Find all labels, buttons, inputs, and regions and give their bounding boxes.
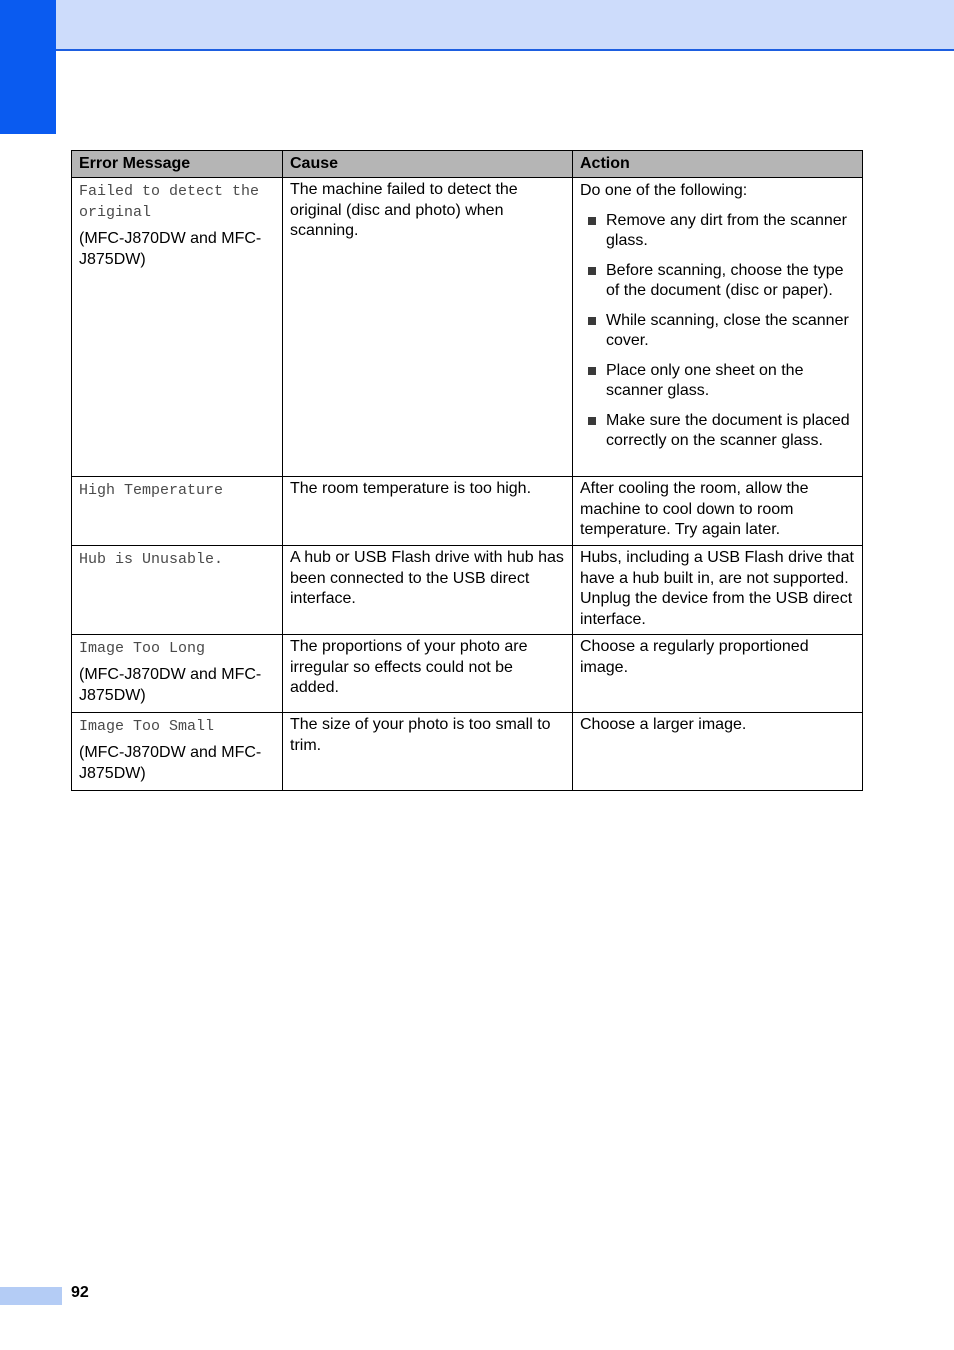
list-item [580, 211, 856, 252]
table-row [72, 635, 863, 713]
list-item [580, 261, 856, 302]
table-row [72, 178, 863, 477]
error-message: Failed to detect the original [79, 183, 260, 221]
action-item-text: While scanning, close the scanner cover. [606, 311, 849, 349]
column-header-action: Action [573, 151, 863, 178]
table-row [72, 713, 863, 791]
chapter-tab [0, 0, 56, 134]
action-item-text: Remove any dirt from the scanner glass. [606, 211, 847, 249]
bullet-square-icon [588, 417, 596, 425]
error-message-cell [72, 635, 283, 713]
cause-cell: A hub or USB Flash drive with hub has been connected to the USB direct interface. [283, 546, 573, 635]
model-note: (MFC-J870DW and MFC-J875DW) [79, 744, 262, 782]
action-cell: Hubs, including a USB Flash drive that have a hub built in, are not supported. Unplug the device from the USB direct interface. [573, 546, 863, 635]
action-cell: Choose a regularly proportioned image. [573, 635, 863, 713]
bullet-square-icon [588, 317, 596, 325]
page-number-tab [0, 1287, 62, 1305]
table-header-row [72, 151, 863, 178]
error-message-cell [72, 546, 283, 635]
action-item-text: Make sure the document is placed correctly on the scanner glass. [606, 411, 850, 449]
action-list [580, 211, 856, 452]
action-cell: Choose a larger image. [573, 713, 863, 791]
action-cell: After cooling the room, allow the machine to cool down to room temperature. Try again later. [573, 477, 863, 546]
error-message: Image Too Long [79, 640, 206, 657]
model-note: (MFC-J870DW and MFC-J875DW) [79, 666, 262, 704]
cause-cell: The size of your photo is too small to trim. [283, 713, 573, 791]
column-header-error-message: Error Message [72, 151, 283, 178]
cause-cell: The room temperature is too high. [283, 477, 573, 546]
header-band [0, 0, 954, 51]
error-table [71, 150, 863, 791]
bullet-square-icon [588, 267, 596, 275]
error-message: Image Too Small [79, 718, 215, 735]
table-row [72, 477, 863, 546]
cause-cell: The machine failed to detect the original (disc and photo) when scanning. [283, 178, 573, 477]
list-item [580, 361, 856, 402]
action-intro: Do one of the following: [580, 182, 748, 199]
error-message-cell [72, 713, 283, 791]
list-item [580, 411, 856, 452]
table-row [72, 546, 863, 635]
error-message: Hub is Unusable. [79, 551, 224, 568]
column-header-cause: Cause [283, 151, 573, 178]
list-item [580, 311, 856, 352]
bullet-square-icon [588, 217, 596, 225]
model-note: (MFC-J870DW and MFC-J875DW) [79, 230, 262, 268]
action-item-text: Place only one sheet on the scanner glass. [606, 361, 804, 399]
page-number: 92 [71, 1284, 89, 1301]
bullet-square-icon [588, 367, 596, 375]
error-message-cell [72, 178, 283, 477]
action-cell [573, 178, 863, 477]
cause-cell: The proportions of your photo are irregular so effects could not be added. [283, 635, 573, 713]
error-message: High Temperature [79, 482, 224, 499]
action-item-text: Before scanning, choose the type of the document (disc or paper). [606, 261, 844, 299]
error-message-cell [72, 477, 283, 546]
